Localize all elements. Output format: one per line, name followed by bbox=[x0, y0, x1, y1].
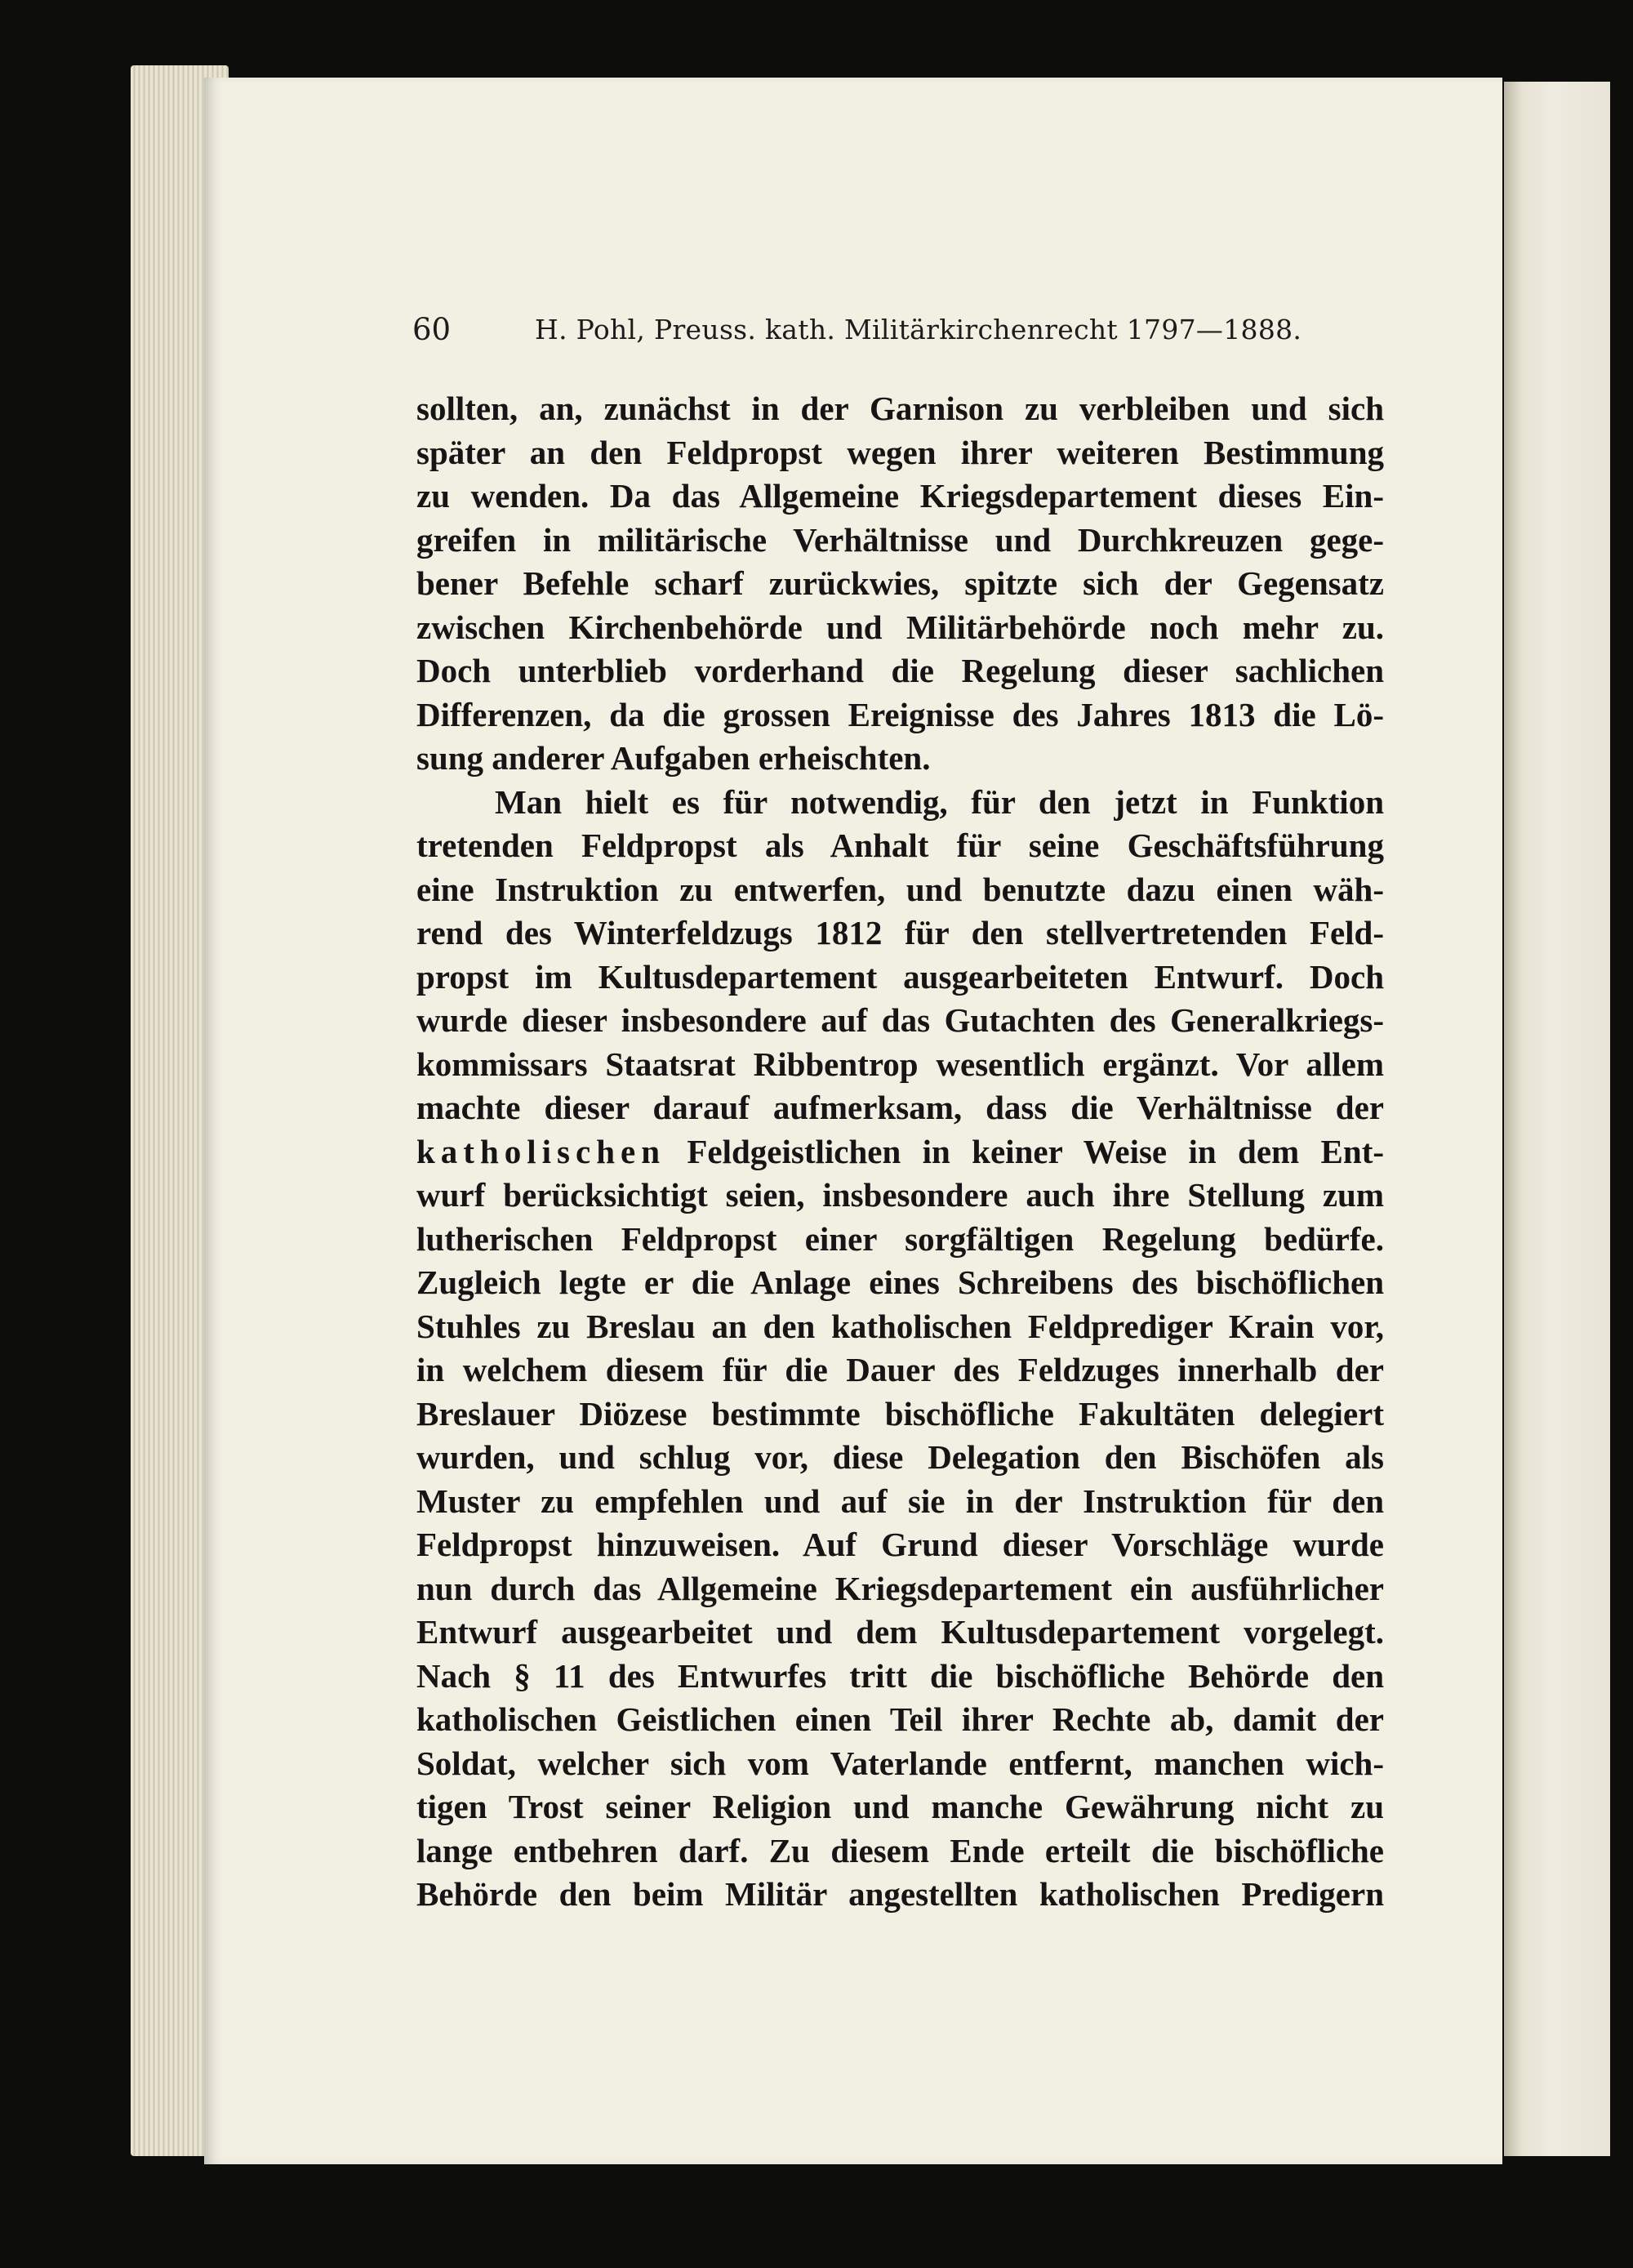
text-line: zu wenden. Da das Allgemeine Kriegsdepartement dieses Ein- bbox=[416, 477, 1384, 515]
page-number: 60 bbox=[412, 312, 452, 347]
text-line: Doch unterblieb vorderhand die Regelung dieser sachlichen bbox=[416, 652, 1384, 689]
text-line: Breslauer Diözese bestimmte bischöfliche Fakultäten delegiert bbox=[416, 1394, 1384, 1433]
text-line: wurde dieser insbesondere auf das Gutachten des Generalkriegs- bbox=[416, 1001, 1384, 1039]
text-line: machte dieser darauf aufmerksam, dass die Verhältnisse der bbox=[416, 1089, 1384, 1126]
text-line: Stuhles zu Breslau an den katholischen Feldprediger Krain vor, bbox=[416, 1307, 1384, 1345]
text-line: propst im Kultusdepartement ausgearbeiteten Entwurf. Doch bbox=[416, 957, 1384, 996]
text-line: tretenden Feldpropst als Anhalt für seine Geschäftsführung bbox=[416, 827, 1384, 864]
text-line: lutherischen Feldpropst einer sorgfältigen Regelung bedürfe. bbox=[416, 1219, 1384, 1258]
text-line: wurf berücksichtigt seien, insbesondere auch ihre Stellung zum bbox=[416, 1176, 1384, 1214]
text-line: Zugleich legte er die Anlage eines Schreibens des bischöflichen bbox=[416, 1263, 1384, 1301]
text-line: lange entbehren darf. Zu diesem Ende erteilt die bischöfliche bbox=[416, 1831, 1384, 1869]
text-line: eine Instruktion zu entwerfen, und benutzte dazu einen wäh- bbox=[416, 870, 1384, 908]
text-line: wurden, und schlug vor, diese Delegation den Bischöfen als bbox=[416, 1438, 1384, 1476]
text-line: zwischen Kirchenbehörde und Militärbehörde noch mehr zu. bbox=[416, 608, 1384, 646]
text-line: Entwurf ausgearbeitet und dem Kultusdepartement vorgelegt. bbox=[416, 1613, 1384, 1651]
text-line: später an den Feldpropst wegen ihrer weiteren Bestimmung bbox=[416, 433, 1384, 471]
facing-page-edge bbox=[1504, 82, 1610, 2156]
text-line-rest: Feldgeistlichen in keiner Weise in dem Ent- bbox=[687, 1132, 1385, 1170]
text-line: sung anderer Aufgaben erheischten. bbox=[416, 739, 931, 777]
paragraph-start-line: Man hielt es für notwendig, für den jetzt in Funktion bbox=[495, 782, 1384, 821]
text-line: katholischen Geistlichen einen Teil ihrer Rechte ab, damit der bbox=[416, 1700, 1384, 1738]
text-line: bener Befehle scharf zurückwies, spitzte sich der Gegensatz bbox=[416, 564, 1384, 602]
page-header bbox=[412, 312, 1376, 353]
text-line: rend des Winterfeldzugs 1812 für den stellvertretenden Feld- bbox=[416, 914, 1384, 951]
text-line: Soldat, welcher sich vom Vaterlande entfernt, manchen wich- bbox=[416, 1744, 1384, 1782]
text-line: nun durch das Allgemeine Kriegsdepartement ein ausführlicher bbox=[416, 1569, 1384, 1607]
text-line: Nach § 11 des Entwurfes tritt die bischöfliche Behörde den bbox=[416, 1656, 1384, 1695]
text-line: Differenzen, da die grossen Ereignisse des Jahres 1813 die Lö- bbox=[416, 695, 1384, 733]
text-line: Muster zu empfehlen und auf sie in der Instruktion für den bbox=[416, 1482, 1384, 1520]
text-line-spaced bbox=[416, 1130, 1384, 1174]
text-line: sollten, an, zunächst in der Garnison zu verbleiben und sich bbox=[416, 390, 1384, 427]
text-line: Feldpropst hinzuweisen. Auf Grund dieser Vorschläge wurde bbox=[416, 1526, 1384, 1563]
text-line: kommissars Staatsrat Ribbentrop wesentlich ergänzt. Vor allem bbox=[416, 1045, 1384, 1083]
running-head: H. Pohl, Preuss. kath. Militärkirchenrecht 1797—1888. bbox=[535, 314, 1302, 345]
body-text bbox=[416, 387, 1384, 1917]
text-line: Behörde den beim Militär angestellten katholischen Predigern bbox=[416, 1875, 1384, 1913]
text-line: greifen in militärische Verhältnisse und Durchkreuzen gege- bbox=[416, 520, 1384, 559]
text-line: tigen Trost seiner Religion und manche Gewährung nicht zu bbox=[416, 1788, 1384, 1825]
text-line: in welchem diesem für die Dauer des Feldzuges innerhalb der bbox=[416, 1351, 1384, 1388]
spaced-emphasis: katholischen bbox=[416, 1132, 665, 1170]
